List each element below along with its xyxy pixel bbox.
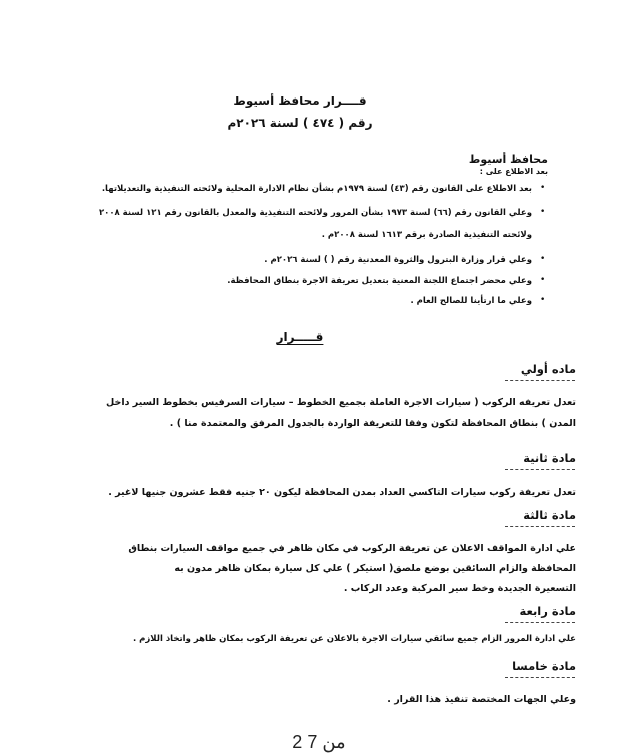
article-heading: مادة رابعة (519, 604, 576, 618)
authority-heading: محافظ أسيوط (468, 153, 548, 166)
article-text: تعدل تعريفة ركوب سيارات التاكسي العداد بمدن المحافظة ليكون ٢٠ جنيه فقط عشرون جنيها لاغير . (108, 487, 576, 498)
article-heading: مادة خامسا (512, 659, 576, 673)
heading-underline (505, 622, 575, 623)
article-heading: مادة ثالثة (523, 508, 576, 522)
article-heading: ماده أولي (520, 362, 576, 376)
bullet-dot: • (540, 183, 546, 193)
article-heading: مادة ثانية (523, 451, 576, 465)
heading-underline (505, 677, 575, 678)
article-text: علي ادارة المرور الزام جميع سائقي سيارات الاجرة بالاعلان عن تعريفة الركوب بمكان ظاهر واتخاذ اللازم . (132, 634, 576, 644)
bullet-dot: • (540, 254, 546, 264)
article-text: المدن ) بنطاق المحافظة لتكون وفقا للتعريفة الواردة بالجدول المرفق والمعتمدة منا ) . (169, 418, 576, 429)
article-text: وعلي الجهات المختصة تنفيذ هذا القرار . (387, 694, 576, 705)
preamble-line: وعلي محضر اجتماع اللجنة المعنية بتعديل تعريفة الاجرة بنطاق المحافظة. (227, 276, 532, 286)
decree-number: رقم ( ٤٧٤ ) لسنة ٢٠٢٦م (227, 116, 373, 130)
review-label: بعد الاطلاع على : (479, 167, 548, 176)
page-number: 2 من 7 (292, 732, 346, 752)
decision-title: قـــــرار (276, 330, 324, 344)
heading-underline (505, 526, 575, 527)
preamble-line: وعلي القانون رقم (٦٦) لسنة ١٩٧٣ بشأن المرور ولائحته التنفيذية والمعدل بالقانون رقم ١٢١ لسنة ٢٠٠٨ (98, 208, 532, 218)
preamble-line: وعلي قرار وزارة البترول والثروة المعدنية رقم ( ) لسنة ٢٠٢٦م . (264, 255, 532, 265)
article-text: تعدل تعريفه الركوب ( سيارات الاجرة العاملة بجميع الخطوط – سيارات السرفيس بخطوط السير داخل (106, 397, 576, 408)
preamble-line: وعلي ما ارتأينا للصالح العام . (410, 296, 532, 306)
article-text: المحافظة والزام السائقين بوضع ملصق( استيكر ) علي كل سيارة بمكان ظاهر مدون به (174, 563, 576, 574)
article-text: التسعيرة الجديدة وخط سير المركبة وعدد الركاب . (343, 583, 576, 594)
bullet-dot: • (540, 295, 546, 305)
bullet-dot: • (540, 207, 546, 217)
preamble-line: بعد الاطلاع على القانون رقم (٤٣) لسنة ١٩٧٩م بشأن نظام الادارة المحلية ولائحته التنفيذية والتعديلاتها. (101, 184, 532, 194)
preamble-line-continued: ولائحته التنفيذية الصادرة برقم ١٦١٣ لسنة ٢٠٠٨م . (321, 230, 532, 240)
heading-underline (505, 380, 575, 381)
decree-title: قــــرار محافظ أسيوط (233, 94, 367, 108)
heading-underline (505, 469, 575, 470)
article-text: علي ادارة المواقف الاعلان عن تعريفة الركوب في مكان ظاهر في جميع مواقف السيارات بنطاق (128, 543, 576, 554)
bullet-dot: • (540, 275, 546, 285)
